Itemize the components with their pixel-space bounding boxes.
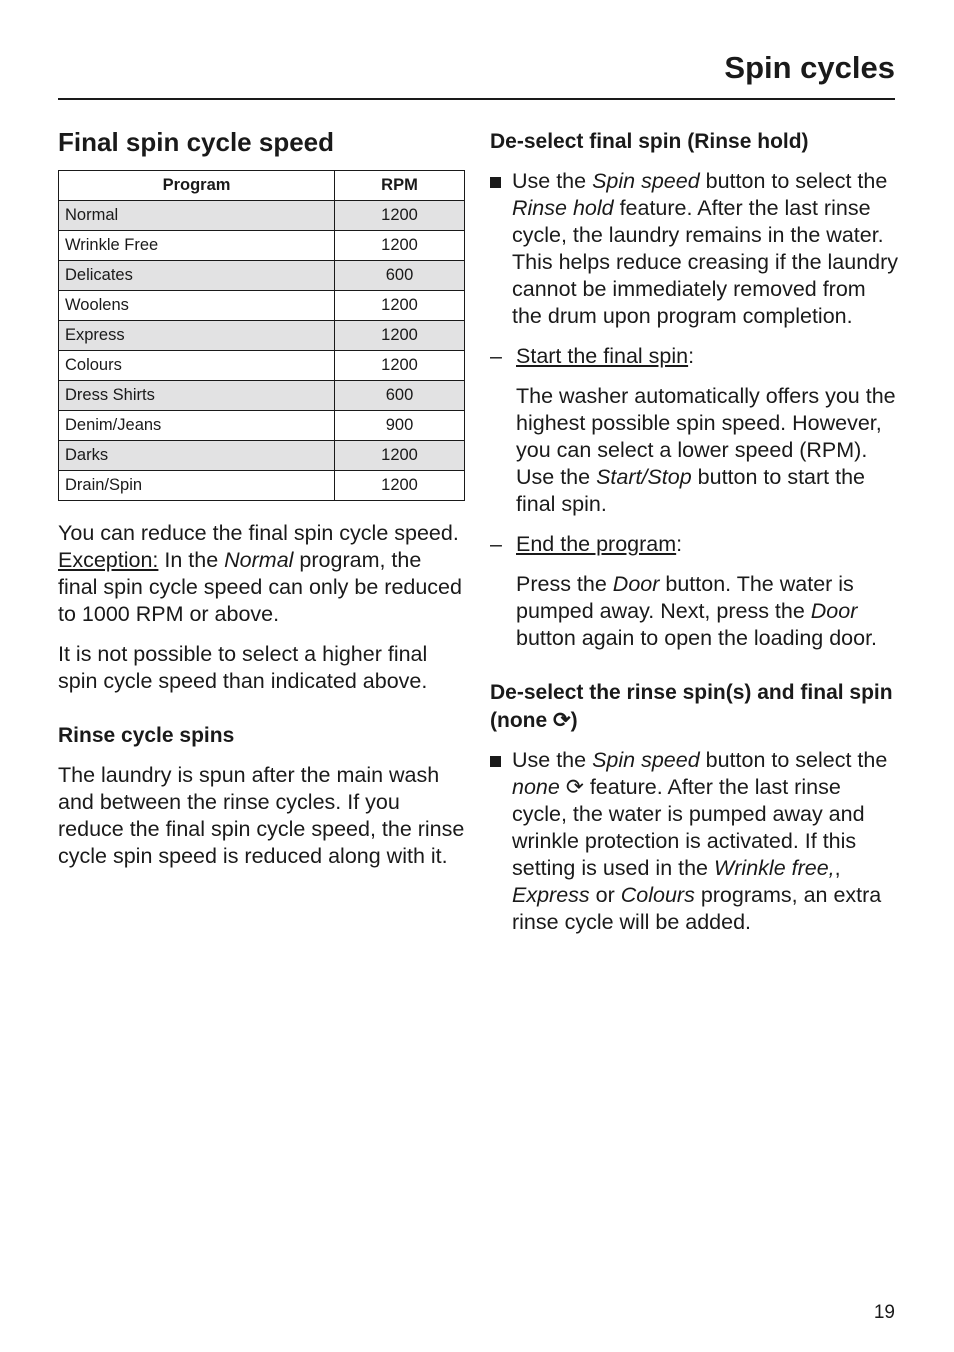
section-title-final-spin: Final spin cycle speed [58, 127, 334, 157]
text-run: , [834, 856, 841, 880]
program-cell: Colours [59, 351, 335, 381]
colon: : [676, 532, 683, 556]
text-run: button to select the [699, 748, 888, 772]
program-cell: Woolens [59, 291, 335, 321]
text-run: feature. After the last rinse cycle, the water is pumped away and wrinkle protection is activated. If this setting is used in the [512, 775, 865, 880]
spin-speed-label: Spin speed [592, 169, 700, 193]
door-label: Door [612, 572, 660, 596]
spin-none-icon: ⟳ [553, 709, 571, 732]
dash-mark: – [490, 532, 502, 556]
rpm-cell: 1200 [335, 351, 465, 381]
page-title: Spin cycles [724, 50, 895, 85]
spin-speed-label: Spin speed [592, 748, 700, 772]
wrinkle-free-label: Wrinkle free, [713, 856, 835, 880]
text-run: In the [158, 548, 225, 572]
spin-none-icon: ⟳ [565, 775, 584, 799]
table-row [59, 471, 465, 501]
colon: : [688, 344, 695, 368]
table-row [59, 291, 465, 321]
end-program-label: End the program [516, 532, 677, 556]
rpm-cell: 1200 [335, 201, 465, 231]
right-column [490, 128, 900, 949]
column-header-rpm: RPM [335, 171, 465, 201]
text-run: button to start the final spin. [516, 465, 865, 516]
text-run: ) [570, 709, 578, 732]
table-row [59, 201, 465, 231]
table-header-row [59, 171, 465, 201]
text-run: Use the [512, 748, 593, 772]
text-run: button to select the [699, 169, 888, 193]
text-run: button again to open the loading door. [516, 626, 878, 650]
end-program-step [490, 531, 900, 558]
section-title-rinse-hold: De-select final spin (Rinse hold) [490, 130, 809, 153]
colours-label: Colours [620, 883, 695, 907]
program-cell: Delicates [59, 261, 335, 291]
rpm-cell: 600 [335, 381, 465, 411]
door-label: Door [810, 599, 858, 623]
none-bullet [490, 747, 900, 936]
program-cell: Drain/Spin [59, 471, 335, 501]
rpm-cell: 1200 [335, 471, 465, 501]
column-header-program: Program [59, 171, 335, 201]
rpm-cell: 1200 [335, 291, 465, 321]
program-cell: Wrinkle Free [59, 231, 335, 261]
text-run: The washer automatically offers you the highest possible spin speed. However, you can select a lower speed (RPM). Use the [516, 384, 896, 489]
bullet-square-icon [490, 756, 501, 767]
program-cell: Darks [59, 441, 335, 471]
table-row [59, 411, 465, 441]
section-title-rinse-spins: Rinse cycle spins [58, 724, 235, 747]
rinse-spins-paragraph: The laundry is spun after the main wash and between the rinse cycles. If you reduce the final spin cycle speed, the rinse cycle spin speed is reduced along with it. [58, 763, 465, 868]
left-column [58, 125, 466, 883]
text-run: programs, an extra rinse cycle will be added. [512, 883, 882, 934]
text-run: button. The water is pumped away. Next, press the [516, 572, 854, 623]
page-number: 19 [873, 1302, 895, 1323]
higher-speed-note: It is not possible to select a higher final spin cycle speed than indicated above. [58, 642, 428, 693]
text-run: Press the [516, 572, 613, 596]
table-row [59, 321, 465, 351]
reduce-speed-paragraph [58, 520, 466, 628]
table-row [59, 441, 465, 471]
rinse-hold-bullet [490, 168, 900, 330]
spin-speed-table [58, 170, 465, 501]
text-run: program, the final spin cycle speed can only be reduced to 1000 RPM or above. [58, 548, 462, 626]
program-cell: Denim/Jeans [59, 411, 335, 441]
express-label: Express [512, 883, 590, 907]
text-run: You can reduce the final spin cycle speed. [58, 521, 459, 545]
rpm-cell: 1200 [335, 231, 465, 261]
exception-label: Exception: [58, 548, 159, 572]
start-stop-label: Start/Stop [596, 465, 692, 489]
start-final-spin-text [490, 383, 900, 518]
dash-mark: – [490, 344, 502, 368]
rpm-cell: 1200 [335, 441, 465, 471]
text-run: Use the [512, 169, 593, 193]
rinse-hold-label: Rinse hold [512, 196, 614, 220]
program-cell: Dress Shirts [59, 381, 335, 411]
text-run: feature. After the last rinse cycle, the laundry remains in the water. This helps reduce creasing if the laundry cannot be immediately removed from the drum upon program completion. [512, 196, 899, 328]
rpm-cell: 900 [335, 411, 465, 441]
rpm-cell: 1200 [335, 321, 465, 351]
none-label: none [512, 775, 560, 799]
start-final-spin-label: Start the final spin [516, 344, 689, 368]
program-cell: Normal [59, 201, 335, 231]
bullet-square-icon [490, 177, 501, 188]
start-final-spin-step [490, 343, 900, 370]
text-run: De-select the rinse spin(s) and final spin (none [490, 681, 893, 732]
program-cell: Express [59, 321, 335, 351]
table-row [59, 231, 465, 261]
end-program-text [490, 571, 900, 652]
section-title-none [490, 679, 900, 735]
rpm-cell: 600 [335, 261, 465, 291]
table-row [59, 261, 465, 291]
program-name-normal: Normal [224, 548, 294, 572]
header-rule [58, 98, 895, 100]
table-row [59, 381, 465, 411]
text-run: or [589, 883, 621, 907]
table-row [59, 351, 465, 381]
